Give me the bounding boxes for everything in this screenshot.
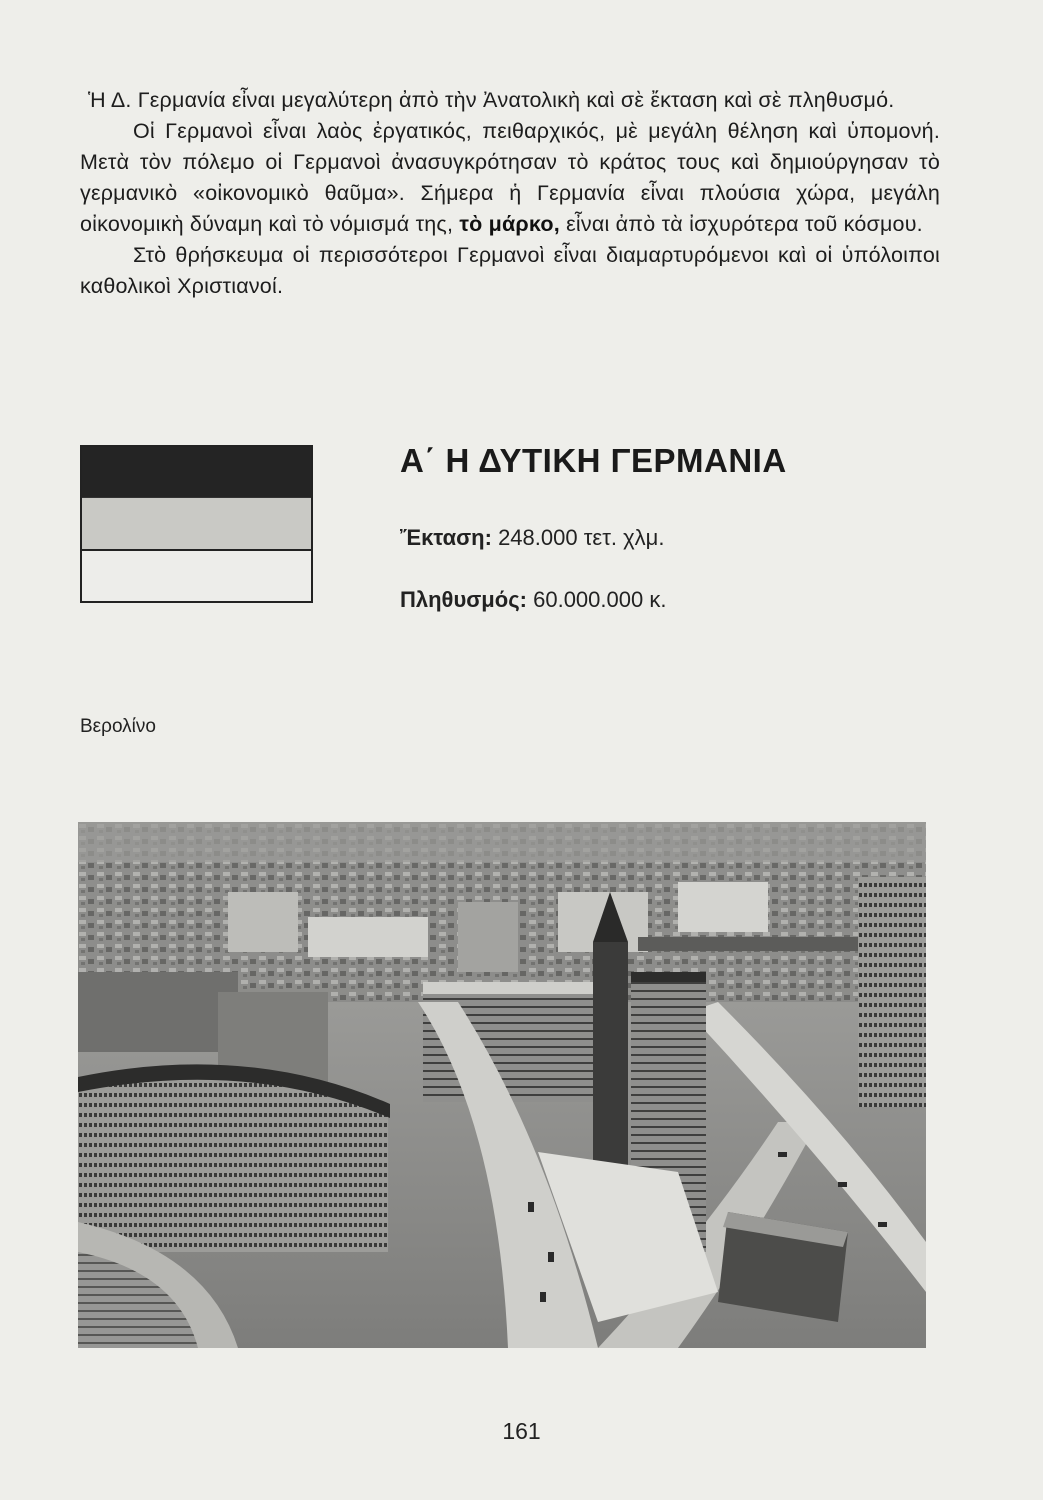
body-text (80, 85, 940, 302)
population-fact (400, 587, 666, 613)
currency-emphasis: τὸ μάρκο, (459, 212, 560, 236)
flag-stripe-top (82, 447, 311, 497)
area-label: Ἔκταση: (400, 525, 492, 550)
paragraph-2-after: εἶναι ἀπὸ τὰ ἰσχυρότερα τοῦ κόσμου. (566, 212, 923, 236)
page-number: 161 (502, 1418, 541, 1444)
population-label: Πληθυσμός: (400, 587, 527, 612)
west-germany-flag (80, 445, 313, 603)
paragraph-2-text: Οἱ Γερμανοὶ εἶναι λαὸς ἐργατικός, πειθαρχικός, μὲ μεγάλη θέληση καὶ ὑπομονή. Μετὰ τὸν πόλεμο οἱ Γερμανοὶ ἀνασυγκρότησαν τὸ κράτος τους καὶ δημιούργησαν τὸ γερμανικὸ «οἰκονομικὸ θαῦμα». Σήμερα ἡ Γερμανία εἶναι πλούσια χώρα, μεγάλη οἰκονομικὴ δύναμη καὶ τὸ νόμισμά της, (80, 119, 940, 236)
photo-caption: Βερολίνο (80, 716, 156, 737)
paragraph-2 (80, 116, 940, 240)
area-value: 248.000 τετ. χλμ. (498, 525, 665, 550)
flag-stripe-bottom (82, 551, 311, 601)
berlin-aerial-illustration (78, 822, 926, 1348)
population-value: 60.000.000 κ. (533, 587, 667, 612)
section-heading: Α΄ Η ΔΥΤΙΚΗ ΓΕΡΜΑΝΙΑ (400, 442, 787, 479)
paragraph-1: Ἡ Δ. Γερμανία εἶναι μεγαλύτερη ἀπὸ τὴν Ἀνατολικὴ καὶ σὲ ἔκταση καὶ σὲ πληθυσμό. (88, 88, 895, 112)
paragraph-3: Στὸ θρήσκευμα οἱ περισσότεροι Γερμανοὶ εἶναι διαμαρτυρόμενοι καὶ οἱ ὑπόλοιποι καθολικοὶ Χριστιανοί. (80, 243, 940, 298)
berlin-aerial-photo (78, 822, 926, 1348)
area-fact (400, 525, 664, 551)
flag-stripe-middle (82, 497, 311, 550)
